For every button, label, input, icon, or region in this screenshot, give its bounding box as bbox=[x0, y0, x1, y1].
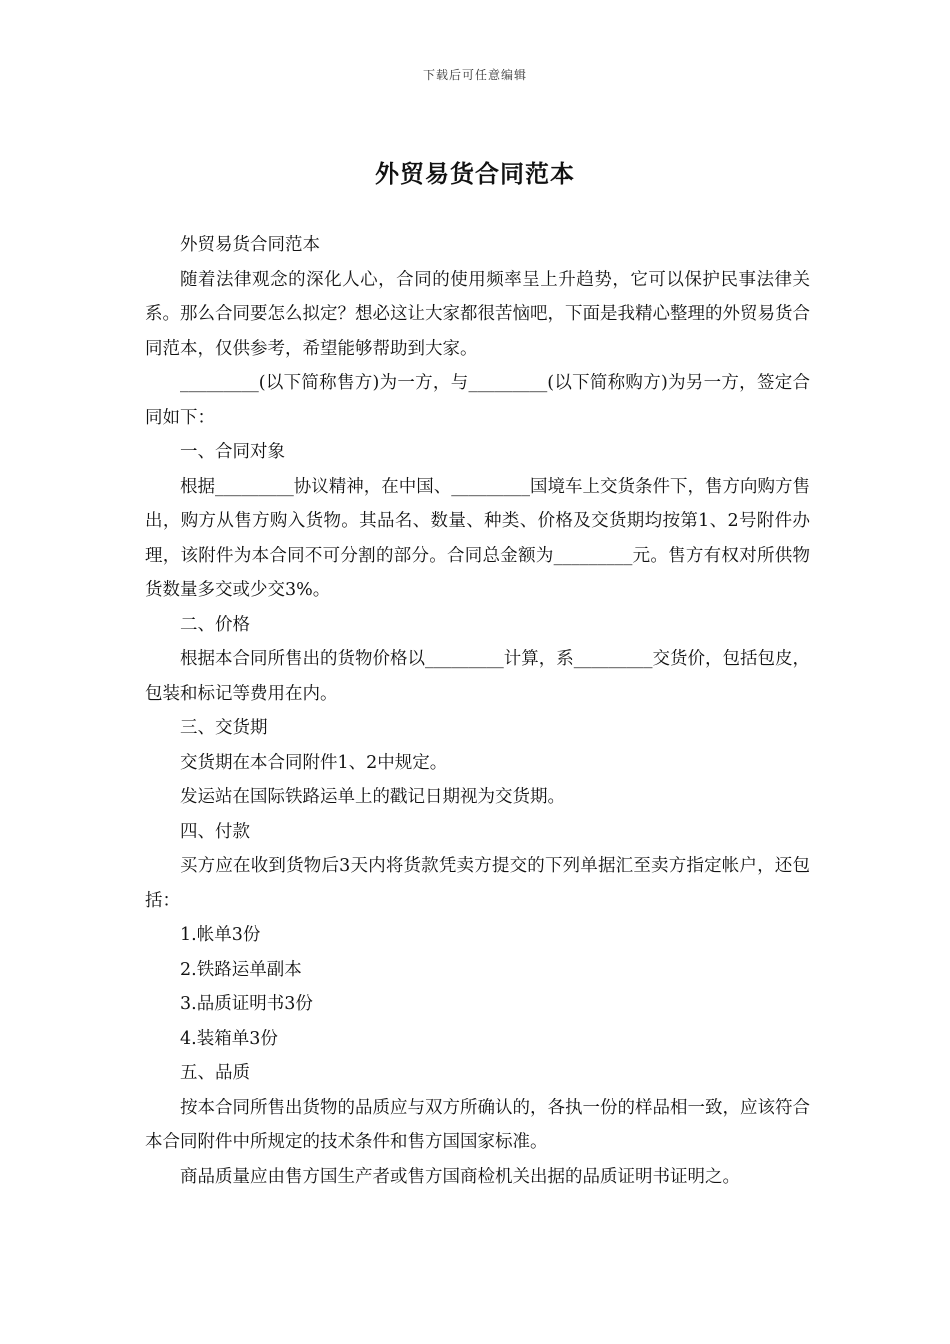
paragraph-delivery-1: 交货期在本合同附件1、2中规定。 bbox=[180, 752, 448, 773]
header-note: 下载后可任意编辑 bbox=[422, 68, 527, 82]
paragraph-intro: 随着法律观念的深化人心，合同的使用频率呈上升趋势，它可以保护民事法律关系。那么合同要怎么拟定？想必这让大家都很苦恼吧，下面是我精心整理的外贸易货合同范本，仅供参考，希望能够帮助到大家。 bbox=[145, 269, 810, 359]
paragraph-payment: 买方应在收到货物后3天内将货款凭卖方提交的下列单据汇至卖方指定帐户，还包括： bbox=[145, 856, 810, 911]
section-heading-quality: 五、品质 bbox=[180, 1063, 250, 1083]
document-body bbox=[145, 228, 810, 1194]
list-item-packing-list: 4.装箱单3份 bbox=[180, 1028, 278, 1049]
document-title: 外贸易货合同范本 bbox=[375, 159, 575, 188]
section-heading-payment: 四、付款 bbox=[180, 821, 250, 842]
paragraph-parties: _________(以下简称售方)为一方，与_________(以下简称购方)为另一方，签定合同如下： bbox=[145, 373, 810, 428]
section-heading-delivery: 三、交货期 bbox=[180, 718, 268, 738]
section-heading-price: 二、价格 bbox=[180, 614, 250, 635]
paragraph-price: 根据本合同所售出的货物价格以_________计算，系_________交货价，包括包皮，包装和标记等费用在内。 bbox=[145, 649, 810, 704]
paragraph-delivery-2: 发运站在国际铁路运单上的戳记日期视为交货期。 bbox=[180, 787, 565, 807]
paragraph-quality-1: 按本合同所售出货物的品质应与双方所确认的，各执一份的样品相一致，应该符合本合同附件中所规定的技术条件和售方国国家标准。 bbox=[145, 1097, 810, 1152]
list-item-invoice: 1.帐单3份 bbox=[180, 925, 261, 945]
list-item-waybill: 2.铁路运单副本 bbox=[180, 959, 302, 980]
list-item-quality-cert: 3.品质证明书3份 bbox=[180, 994, 313, 1014]
paragraph-quality-2: 商品质量应由售方国生产者或售方国商检机关出据的品质证明书证明之。 bbox=[180, 1166, 740, 1187]
paragraph-subtitle: 外贸易货合同范本 bbox=[180, 235, 320, 255]
paragraph-object: 根据_________协议精神，在中国、_________国境车上交货条件下，售方向购方售出，购方从售方购入货物。其品名、数量、种类、价格及交货期均按第1、2号附件办理，该附件为本合同不可分割的部分。合同总金额为_________元。售方有权对所供物货数量多交或少交3%。 bbox=[145, 476, 810, 600]
section-heading-object: 一、合同对象 bbox=[180, 442, 285, 462]
